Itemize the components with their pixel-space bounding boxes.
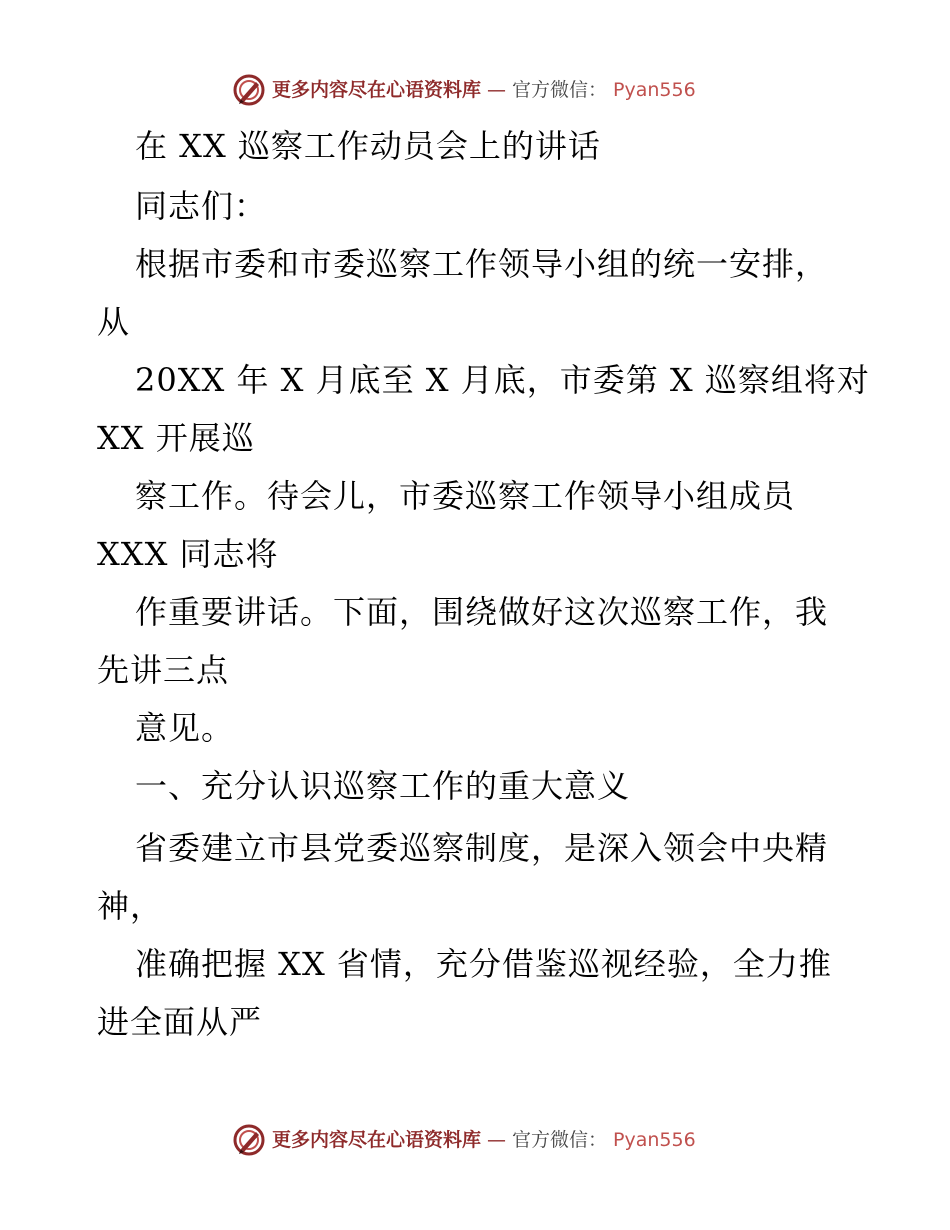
banner-main-text: 更多内容尽在心语资料库 — [272, 1128, 482, 1151]
paragraph-line: XXX 同志将 — [97, 535, 279, 573]
banner-separator: — — [487, 78, 507, 101]
banner-wechat-id: Pyan556 — [613, 1128, 696, 1151]
paragraph-line: 从 — [97, 303, 131, 341]
paragraph-line: 意见。 — [135, 709, 235, 747]
footer-watermark — [232, 1122, 696, 1158]
paragraph-line: 察工作。待会儿，市委巡察工作领导小组成员 — [135, 477, 796, 515]
pen-logo-icon — [232, 73, 266, 107]
banner-separator: — — [487, 1128, 507, 1151]
banner-main-text: 更多内容尽在心语资料库 — [272, 78, 482, 101]
paragraph-line: 作重要讲话。下面，围绕做好这次巡察工作，我 — [135, 593, 829, 631]
pen-logo-icon — [232, 1123, 266, 1157]
banner-wechat-label: 官方微信： — [512, 78, 608, 101]
section-heading: 一、充分认识巡察工作的重大意义 — [135, 767, 631, 805]
salutation: 同志们： — [135, 187, 268, 225]
paragraph-line: 省委建立市县党委巡察制度，是深入领会中央精 — [135, 829, 829, 867]
paragraph-line: 根据市委和市委巡察工作领导小组的统一安排， — [135, 245, 829, 283]
header-watermark — [232, 72, 696, 108]
paragraph-line: 20XX 年 X 月底至 X 月底，市委第 X 巡察组将对 — [135, 361, 870, 399]
paragraph-line: 进全面从严 — [97, 1003, 263, 1041]
banner-wechat-label: 官方微信： — [512, 1128, 608, 1151]
paragraph-line: 先讲三点 — [97, 651, 230, 689]
speech-title: 在 XX 巡察工作动员会上的讲话 — [135, 127, 601, 165]
paragraph-line: 神， — [97, 887, 164, 925]
paragraph-line: 准确把握 XX 省情，充分借鉴巡视经验，全力推 — [135, 945, 832, 983]
banner-wechat-id: Pyan556 — [613, 78, 696, 101]
paragraph-line: XX 开展巡 — [97, 419, 255, 457]
